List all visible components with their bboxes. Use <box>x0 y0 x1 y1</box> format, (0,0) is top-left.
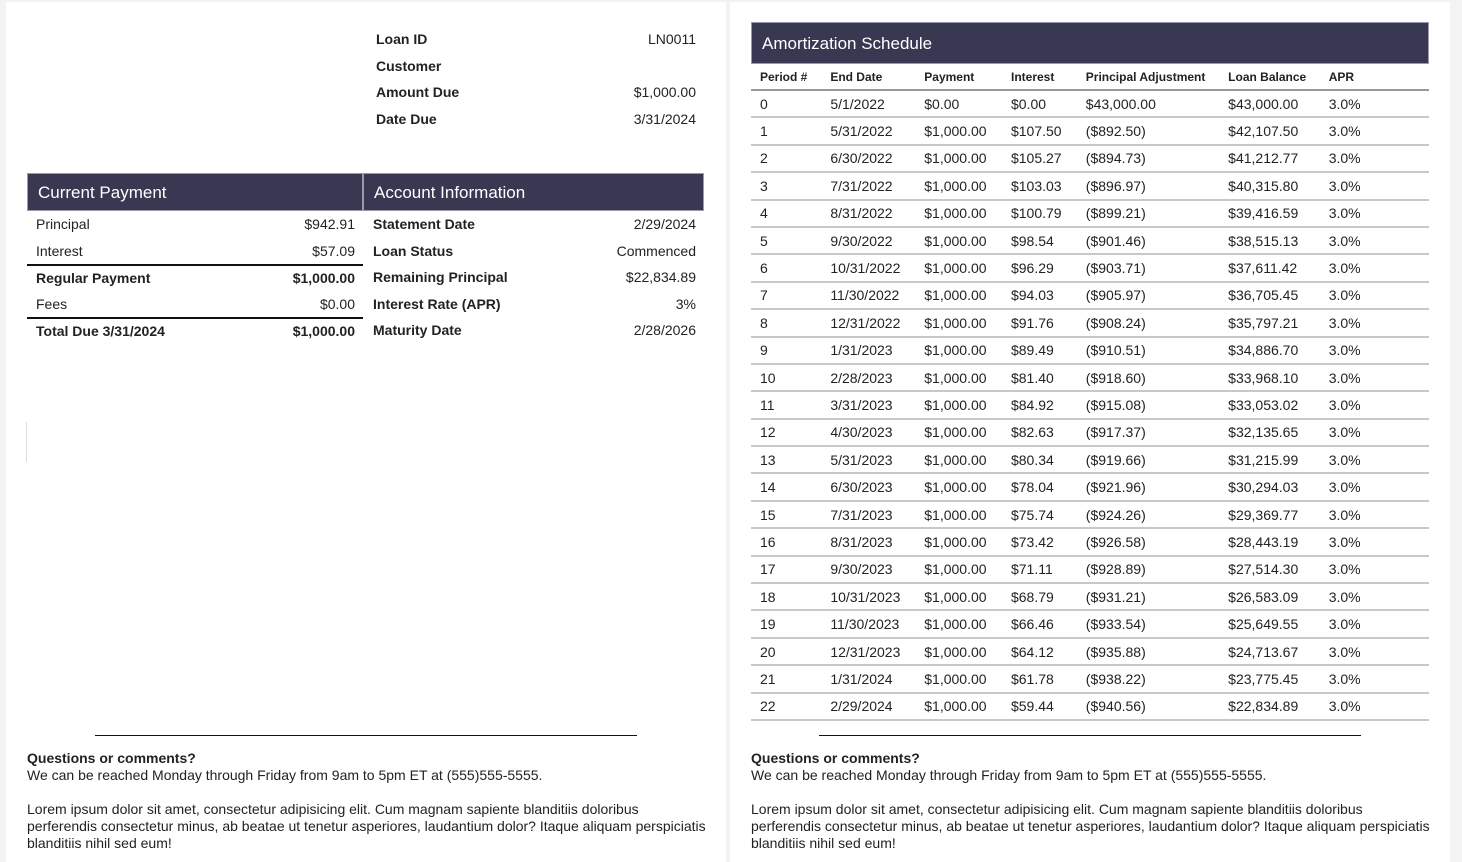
date-due-row <box>376 106 696 133</box>
table-cell: 12/31/2023 <box>821 638 915 665</box>
amount-due-row <box>376 79 696 106</box>
table-cell: 3.0% <box>1320 172 1429 199</box>
table-cell: 6/30/2023 <box>821 473 915 500</box>
table-cell: $75.74 <box>1002 501 1077 528</box>
table-cell: ($915.08) <box>1077 391 1219 418</box>
value: LN0011 <box>647 31 696 48</box>
statement-date-row <box>363 211 704 238</box>
table-cell: 3.0% <box>1320 446 1429 473</box>
table-cell: 3.0% <box>1320 391 1429 418</box>
table-cell: $0.00 <box>915 90 1002 117</box>
value: 3% <box>675 295 696 312</box>
value: 2/28/2026 <box>633 322 696 339</box>
table-cell: $78.04 <box>1002 473 1077 500</box>
table-cell: 2 <box>751 145 821 172</box>
table-cell: 7 <box>751 282 821 309</box>
table-cell: 8/31/2023 <box>821 528 915 555</box>
table-row <box>751 501 1429 528</box>
table-cell: 11 <box>751 391 821 418</box>
label: Principal <box>36 216 90 233</box>
table-cell: 4/30/2023 <box>821 419 915 446</box>
table-cell: $103.03 <box>1002 172 1077 199</box>
table-cell: $33,968.10 <box>1219 364 1320 391</box>
table-cell: $40,315.80 <box>1219 172 1320 199</box>
table-cell: 10/31/2022 <box>821 254 915 281</box>
column-header: APR <box>1320 64 1429 90</box>
table-cell: ($905.97) <box>1077 282 1219 309</box>
table-cell: 8/31/2022 <box>821 200 915 227</box>
table-cell: ($935.88) <box>1077 638 1219 665</box>
table-cell: $43,000.00 <box>1219 90 1320 117</box>
table-cell: ($921.96) <box>1077 473 1219 500</box>
table-cell: $25,649.55 <box>1219 610 1320 637</box>
column-header: Interest <box>1002 64 1077 90</box>
column-header: Principal Adjustment <box>1077 64 1219 90</box>
table-cell: 3.0% <box>1320 610 1429 637</box>
table-row <box>751 528 1429 555</box>
table-cell: 3.0% <box>1320 90 1429 117</box>
table-cell: $89.49 <box>1002 337 1077 364</box>
table-cell: ($901.46) <box>1077 227 1219 254</box>
table-cell: $1,000.00 <box>915 501 1002 528</box>
table-cell: 9 <box>751 337 821 364</box>
table-cell: $94.03 <box>1002 282 1077 309</box>
table-cell: $35,797.21 <box>1219 309 1320 336</box>
table-cell: 5/31/2023 <box>821 446 915 473</box>
table-cell: $1,000.00 <box>915 117 1002 144</box>
value: $1,000.00 <box>292 323 355 340</box>
table-cell: 9/30/2023 <box>821 556 915 583</box>
table-cell: 3.0% <box>1320 145 1429 172</box>
table-row <box>751 446 1429 473</box>
table-cell: $61.78 <box>1002 665 1077 692</box>
label: Regular Payment <box>36 270 151 287</box>
panel-title: Amortization Schedule <box>751 22 1429 64</box>
remaining-principal-row <box>363 264 704 291</box>
table-cell: ($894.73) <box>1077 145 1219 172</box>
table-cell: 3.0% <box>1320 693 1429 720</box>
table-cell: 11/30/2022 <box>821 282 915 309</box>
table-cell: $100.79 <box>1002 200 1077 227</box>
contact-text: We can be reached Monday through Friday from 9am to 5pm ET at (555)555-5555. <box>27 767 543 783</box>
table-cell: $1,000.00 <box>915 473 1002 500</box>
fees-row <box>27 291 363 318</box>
table-cell: 0 <box>751 90 821 117</box>
table-cell: 15 <box>751 501 821 528</box>
table-cell: $1,000.00 <box>915 610 1002 637</box>
table-cell: 20 <box>751 638 821 665</box>
table-cell: $31,215.99 <box>1219 446 1320 473</box>
interest-rate-row <box>363 291 704 318</box>
table-cell: $30,294.03 <box>1219 473 1320 500</box>
table-cell: $107.50 <box>1002 117 1077 144</box>
interest-row <box>27 238 363 265</box>
table-cell: 21 <box>751 665 821 692</box>
table-cell: $0.00 <box>1002 90 1077 117</box>
label: Interest Rate (APR) <box>373 295 501 312</box>
statement-page <box>6 2 726 862</box>
divider <box>26 422 27 462</box>
table-cell: $80.34 <box>1002 446 1077 473</box>
table-cell: $37,611.42 <box>1219 254 1320 281</box>
table-cell: $1,000.00 <box>915 282 1002 309</box>
table-row <box>751 117 1429 144</box>
value: $1,000.00 <box>292 270 355 287</box>
maturity-date-row <box>363 317 704 344</box>
table-cell: 1/31/2023 <box>821 337 915 364</box>
regular-payment-row <box>27 264 363 291</box>
label: Loan Status <box>373 242 454 259</box>
table-cell: 12 <box>751 419 821 446</box>
table-cell: ($931.21) <box>1077 583 1219 610</box>
table-cell: $73.42 <box>1002 528 1077 555</box>
total-due-row <box>27 317 363 344</box>
table-cell: ($938.22) <box>1077 665 1219 692</box>
amortization-schedule <box>751 22 1429 721</box>
value: $942.91 <box>304 216 355 233</box>
table-cell: $33,053.02 <box>1219 391 1320 418</box>
table-cell: $27,514.30 <box>1219 556 1320 583</box>
table-cell: $23,775.45 <box>1219 665 1320 692</box>
table-cell: 12/31/2022 <box>821 309 915 336</box>
loan-status-row <box>363 238 704 265</box>
value: $0.00 <box>319 295 355 312</box>
table-row <box>751 583 1429 610</box>
table-cell: $1,000.00 <box>915 665 1002 692</box>
table-cell: ($926.58) <box>1077 528 1219 555</box>
table-cell: $66.46 <box>1002 610 1077 637</box>
amortization-page <box>730 2 1450 862</box>
table-cell: ($903.71) <box>1077 254 1219 281</box>
table-cell: 19 <box>751 610 821 637</box>
table-cell: $82.63 <box>1002 419 1077 446</box>
table-cell: 3.0% <box>1320 254 1429 281</box>
table-cell: $32,135.65 <box>1219 419 1320 446</box>
table-cell: 18 <box>751 583 821 610</box>
label: Statement Date <box>373 216 475 233</box>
table-cell: 3.0% <box>1320 200 1429 227</box>
table-cell: $1,000.00 <box>915 693 1002 720</box>
table-cell: 3.0% <box>1320 364 1429 391</box>
table-cell: ($917.37) <box>1077 419 1219 446</box>
table-cell: ($933.54) <box>1077 610 1219 637</box>
table-cell: 3.0% <box>1320 227 1429 254</box>
label: Loan ID <box>376 31 428 48</box>
table-row <box>751 172 1429 199</box>
table-cell: $1,000.00 <box>915 583 1002 610</box>
table-cell: $1,000.00 <box>915 364 1002 391</box>
table-cell: $59.44 <box>1002 693 1077 720</box>
table-cell: $1,000.00 <box>915 227 1002 254</box>
table-cell: $1,000.00 <box>915 419 1002 446</box>
table-cell: $91.76 <box>1002 309 1077 336</box>
label: Remaining Principal <box>373 269 508 286</box>
table-cell: 5/31/2022 <box>821 117 915 144</box>
table-cell: $1,000.00 <box>915 172 1002 199</box>
table-cell: 3.0% <box>1320 337 1429 364</box>
table-row <box>751 200 1429 227</box>
footer <box>751 750 1431 852</box>
column-header: End Date <box>821 64 915 90</box>
questions-heading: Questions or comments? <box>751 750 920 766</box>
contact-text: We can be reached Monday through Friday from 9am to 5pm ET at (555)555-5555. <box>751 767 1267 783</box>
lorem-text: Lorem ipsum dolor sit amet, consectetur adipisicing elit. Cum magnam sapiente blanditiis doloribus perferendis consectetur minus, ab beatae ut tenetur asperiores, laudantium dolor? Itaque aliquam perspiciatis blanditiis nihil sed eum! <box>27 801 706 851</box>
table-cell: $1,000.00 <box>915 145 1002 172</box>
table-cell: 14 <box>751 473 821 500</box>
table-cell: $1,000.00 <box>915 556 1002 583</box>
table-row <box>751 391 1429 418</box>
table-cell: $1,000.00 <box>915 391 1002 418</box>
table-row <box>751 227 1429 254</box>
table-cell: 6/30/2022 <box>821 145 915 172</box>
label: Date Due <box>376 110 437 127</box>
value: Commenced <box>616 242 696 259</box>
customer-row <box>376 53 696 80</box>
table-cell: $68.79 <box>1002 583 1077 610</box>
table-cell: $98.54 <box>1002 227 1077 254</box>
loan-summary <box>376 26 696 132</box>
table-cell: 3.0% <box>1320 556 1429 583</box>
table-cell: 3.0% <box>1320 501 1429 528</box>
table-cell: 5 <box>751 227 821 254</box>
table-cell: $84.92 <box>1002 391 1077 418</box>
table-cell: 3.0% <box>1320 528 1429 555</box>
table-row <box>751 254 1429 281</box>
table-cell: $1,000.00 <box>915 254 1002 281</box>
table-cell: 5/1/2022 <box>821 90 915 117</box>
table-row <box>751 309 1429 336</box>
table-cell: 22 <box>751 693 821 720</box>
table-cell: ($928.89) <box>1077 556 1219 583</box>
table-cell: $42,107.50 <box>1219 117 1320 144</box>
table-cell: $34,886.70 <box>1219 337 1320 364</box>
label: Amount Due <box>376 84 460 101</box>
table-cell: $29,369.77 <box>1219 501 1320 528</box>
table-cell: 1/31/2024 <box>821 665 915 692</box>
table-cell: 7/31/2022 <box>821 172 915 199</box>
table-row <box>751 473 1429 500</box>
footer-divider <box>819 735 1361 736</box>
table-cell: 10 <box>751 364 821 391</box>
panel-title: Current Payment <box>27 173 363 211</box>
table-cell: 16 <box>751 528 821 555</box>
label: Interest <box>36 242 83 259</box>
table-cell: $26,583.09 <box>1219 583 1320 610</box>
table-cell: $39,416.59 <box>1219 200 1320 227</box>
label: Fees <box>36 295 68 312</box>
value: $22,834.89 <box>625 269 696 286</box>
table-cell: 13 <box>751 446 821 473</box>
table-cell: 10/31/2023 <box>821 583 915 610</box>
table-row <box>751 665 1429 692</box>
value: $57.09 <box>312 242 355 259</box>
table-cell: ($892.50) <box>1077 117 1219 144</box>
amortization-table <box>751 64 1429 721</box>
table-cell: 3.0% <box>1320 473 1429 500</box>
table-cell: 6 <box>751 254 821 281</box>
table-cell: ($919.66) <box>1077 446 1219 473</box>
table-cell: $1,000.00 <box>915 528 1002 555</box>
table-cell: 2/29/2024 <box>821 693 915 720</box>
table-cell: 3.0% <box>1320 309 1429 336</box>
value: 2/29/2024 <box>633 216 696 233</box>
table-cell: ($896.97) <box>1077 172 1219 199</box>
table-cell: $1,000.00 <box>915 309 1002 336</box>
table-cell: $1,000.00 <box>915 200 1002 227</box>
questions-heading: Questions or comments? <box>27 750 196 766</box>
table-cell: 3.0% <box>1320 282 1429 309</box>
table-cell: $96.29 <box>1002 254 1077 281</box>
lorem-text: Lorem ipsum dolor sit amet, consectetur adipisicing elit. Cum magnam sapiente blanditiis doloribus perferendis consectetur minus, ab beatae ut tenetur asperiores, laudantium dolor? Itaque aliquam perspiciatis blanditiis nihil sed eum! <box>751 801 1430 851</box>
label: Customer <box>376 57 442 74</box>
table-cell: $28,443.19 <box>1219 528 1320 555</box>
table-cell: ($924.26) <box>1077 501 1219 528</box>
footer-divider <box>95 735 637 736</box>
footer <box>27 750 707 852</box>
table-cell: $64.12 <box>1002 638 1077 665</box>
value: 3/31/2024 <box>633 110 696 127</box>
table-cell: 1 <box>751 117 821 144</box>
table-cell: $43,000.00 <box>1077 90 1219 117</box>
table-row <box>751 364 1429 391</box>
panel-title: Account Information <box>363 173 704 211</box>
table-cell: 3.0% <box>1320 117 1429 144</box>
table-cell: 4 <box>751 200 821 227</box>
table-cell: $71.11 <box>1002 556 1077 583</box>
table-cell: $22,834.89 <box>1219 693 1320 720</box>
table-row <box>751 693 1429 720</box>
table-cell: $24,713.67 <box>1219 638 1320 665</box>
table-cell: $81.40 <box>1002 364 1077 391</box>
table-cell: ($940.56) <box>1077 693 1219 720</box>
table-cell: 3 <box>751 172 821 199</box>
table-cell: $36,705.45 <box>1219 282 1320 309</box>
table-cell: $105.27 <box>1002 145 1077 172</box>
current-payment-panel <box>27 173 363 344</box>
table-row <box>751 556 1429 583</box>
table-cell: 3.0% <box>1320 583 1429 610</box>
table-cell: ($910.51) <box>1077 337 1219 364</box>
value: $1,000.00 <box>633 84 696 101</box>
table-row <box>751 638 1429 665</box>
column-header: Period # <box>751 64 821 90</box>
table-cell: ($899.21) <box>1077 200 1219 227</box>
label: Maturity Date <box>373 322 462 339</box>
table-cell: 3.0% <box>1320 419 1429 446</box>
principal-row <box>27 211 363 238</box>
table-row <box>751 419 1429 446</box>
table-cell: ($918.60) <box>1077 364 1219 391</box>
table-cell: 3.0% <box>1320 638 1429 665</box>
table-header-row <box>751 64 1429 90</box>
table-cell: $1,000.00 <box>915 337 1002 364</box>
label: Total Due 3/31/2024 <box>36 323 165 340</box>
table-row <box>751 282 1429 309</box>
table-cell: 8 <box>751 309 821 336</box>
table-cell: 3.0% <box>1320 665 1429 692</box>
account-information-panel <box>363 173 704 344</box>
table-row <box>751 145 1429 172</box>
column-header: Loan Balance <box>1219 64 1320 90</box>
table-cell: 9/30/2022 <box>821 227 915 254</box>
table-row <box>751 90 1429 117</box>
table-cell: 11/30/2023 <box>821 610 915 637</box>
table-cell: 17 <box>751 556 821 583</box>
loan-id-row <box>376 26 696 53</box>
table-cell: 2/28/2023 <box>821 364 915 391</box>
table-cell: $38,515.13 <box>1219 227 1320 254</box>
table-cell: ($908.24) <box>1077 309 1219 336</box>
table-cell: $1,000.00 <box>915 446 1002 473</box>
table-row <box>751 337 1429 364</box>
table-cell: $1,000.00 <box>915 638 1002 665</box>
table-row <box>751 610 1429 637</box>
table-cell: $41,212.77 <box>1219 145 1320 172</box>
table-cell: 7/31/2023 <box>821 501 915 528</box>
column-header: Payment <box>915 64 1002 90</box>
table-cell: 3/31/2023 <box>821 391 915 418</box>
